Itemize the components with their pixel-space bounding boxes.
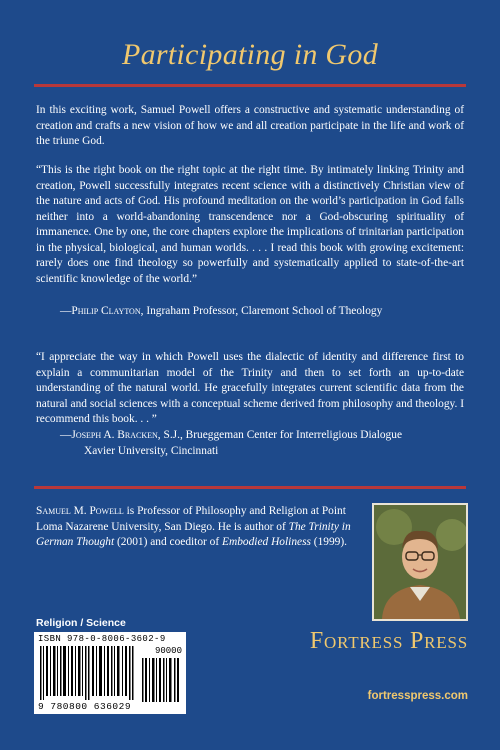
author-portrait-icon — [374, 505, 466, 619]
author-bio — [36, 504, 358, 551]
price-code: 90000 — [154, 646, 182, 656]
attribution-dash: — — [60, 305, 72, 317]
bio-text: is Professor of Philosophy and Religion at Point Loma Nazarene University, San Diego. He is author of — [36, 505, 346, 533]
barcode — [34, 632, 186, 714]
divider-top — [34, 84, 466, 87]
endorser-affiliation-2: Xavier University, Cincinnati — [84, 444, 219, 457]
endorsement-attribution-2 — [60, 428, 470, 459]
publisher-name: Fortress Press — [309, 628, 468, 654]
endorser-affiliation: , Brueggeman Center for Interreligious Dialogue — [179, 429, 402, 441]
book-title: Participating in God — [122, 38, 378, 71]
book-category: Religion / Science — [36, 617, 126, 629]
ean-number: 9 780800 636029 — [38, 701, 132, 712]
endorser-name: Joseph A. Bracken, S.J. — [71, 429, 180, 441]
endorsement-quote-2: “I appreciate the way in which Powell uses the dialectic of identity and difference first to explain a communitarian model of the Trinity and then to set forth an up-to-date understanding of the natural world. He gracefully integrates current scientific data from the natural and social sciences with a conceptual scheme derived from philosophy and theology. I recommend this book. . . ” — [36, 351, 464, 425]
publisher-website[interactable]: fortresspress.com — [367, 690, 468, 702]
attribution-dash: — — [60, 429, 72, 441]
author-name: Samuel M. Powell — [36, 505, 124, 517]
isbn-number: ISBN 978-0-8006-3602-9 — [38, 634, 166, 644]
endorser-name: Philip Clayton — [71, 305, 141, 317]
endorser-affiliation: , Ingraham Professor, Claremont School of Theology — [140, 305, 383, 317]
bio-text: (1999). — [310, 536, 348, 548]
bio-work-1: The Trinity in German Thought — [36, 520, 351, 548]
bio-text: (2001) and coeditor of — [114, 536, 223, 548]
bio-work-2: Embodied Holiness — [222, 536, 311, 548]
book-description: In this exciting work, Samuel Powell offers a constructive and systematic understanding of creation and crafts a new vision of how we and all creation participate in the life and work of the triune God. — [36, 104, 464, 147]
divider-bottom — [34, 486, 466, 489]
endorsement-quote-1: “This is the right book on the right topic at the right time. By intimately linking Trinity and creation, Powell successfully integrates recent science with a distinctively Christian view of the nature and acts of God. His profound meditation on the world’s participation in God falls neither into a world-abandoning transcendence nor a God-obscuring spirituality of immanence. One by one, the core chapters explore the implications of trinitarian participation in the physical, biological, and human worlds. . . . I read this book with growing excitement: rarely does one find theology so powerfully and systematically applied to state-of-the-art scientific knowledge of the world.” — [36, 164, 464, 285]
endorsement-attribution-1 — [60, 304, 382, 320]
author-photo — [372, 503, 468, 621]
